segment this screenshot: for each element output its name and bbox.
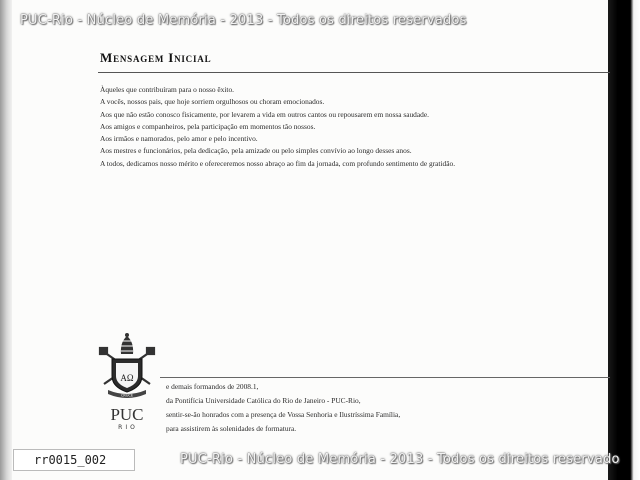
scan-right-edge [608,0,640,480]
shield-icon [112,359,142,392]
title-divider [98,72,610,73]
logo-subtitle: RIO [118,424,138,430]
page-title: Mensagem Inicial [100,50,212,65]
alpha-omega-text: AΩ [120,373,134,383]
logo-wordmark: PUC [110,405,144,424]
invitation-line: para assistirem às solenidades de formatura. [166,424,297,433]
dedication-line: A vocês, nossos pais, que hoje sorriem orgulhosos ou choram emocionados. [100,97,325,107]
dedication-line: Aos que não estão conosco fisicamente, por levarem a vida em outros cantos ou repousarem em nossa saudade. [100,109,429,119]
watermark-bottom: PUC-Rio - Núcleo de Memória - 2013 - Todos os direitos reservado [180,452,620,467]
dedication-line: Aos amigos e companheiros, pela participação em momentos tão nossos. [100,121,316,131]
dedication-text [100,84,605,170]
dedication-line: Àqueles que contribuíram para o nosso êxito. [100,85,235,94]
dedication-line: Aos mestres e funcionários, pela dedicação, pela amizade ou pelo simples convívio ao longo desses anos. [100,146,412,156]
tiara-icon [121,333,133,354]
watermark-top: PUC-Rio - Núcleo de Memória - 2013 - Todos os direitos reservados [20,13,467,28]
dedication-line: Aos irmãos e namorados, pelo amor e pelo incentivo. [100,134,258,144]
invitation-text [166,380,606,436]
invitation-divider [160,377,610,378]
file-id-label: rr0015_002 [13,449,135,471]
invitation-line: e demais formandos de 2008.1, [166,382,259,391]
invitation-line: da Pontifícia Universidade Católica do Rio de Janeiro - PUC-Rio, [166,396,361,405]
motto-text: CRUCE [120,393,134,398]
invitation-line: sentir-se-ão honrados com a presença de Vossa Senhoria e Ilustríssima Família, [166,410,401,419]
puc-rio-logo [98,332,156,430]
dedication-line: A todos, dedicamos nosso mérito e ofereceremos nosso abraço ao fim da jornada, com profundo sentimento de gratidão. [100,158,456,168]
